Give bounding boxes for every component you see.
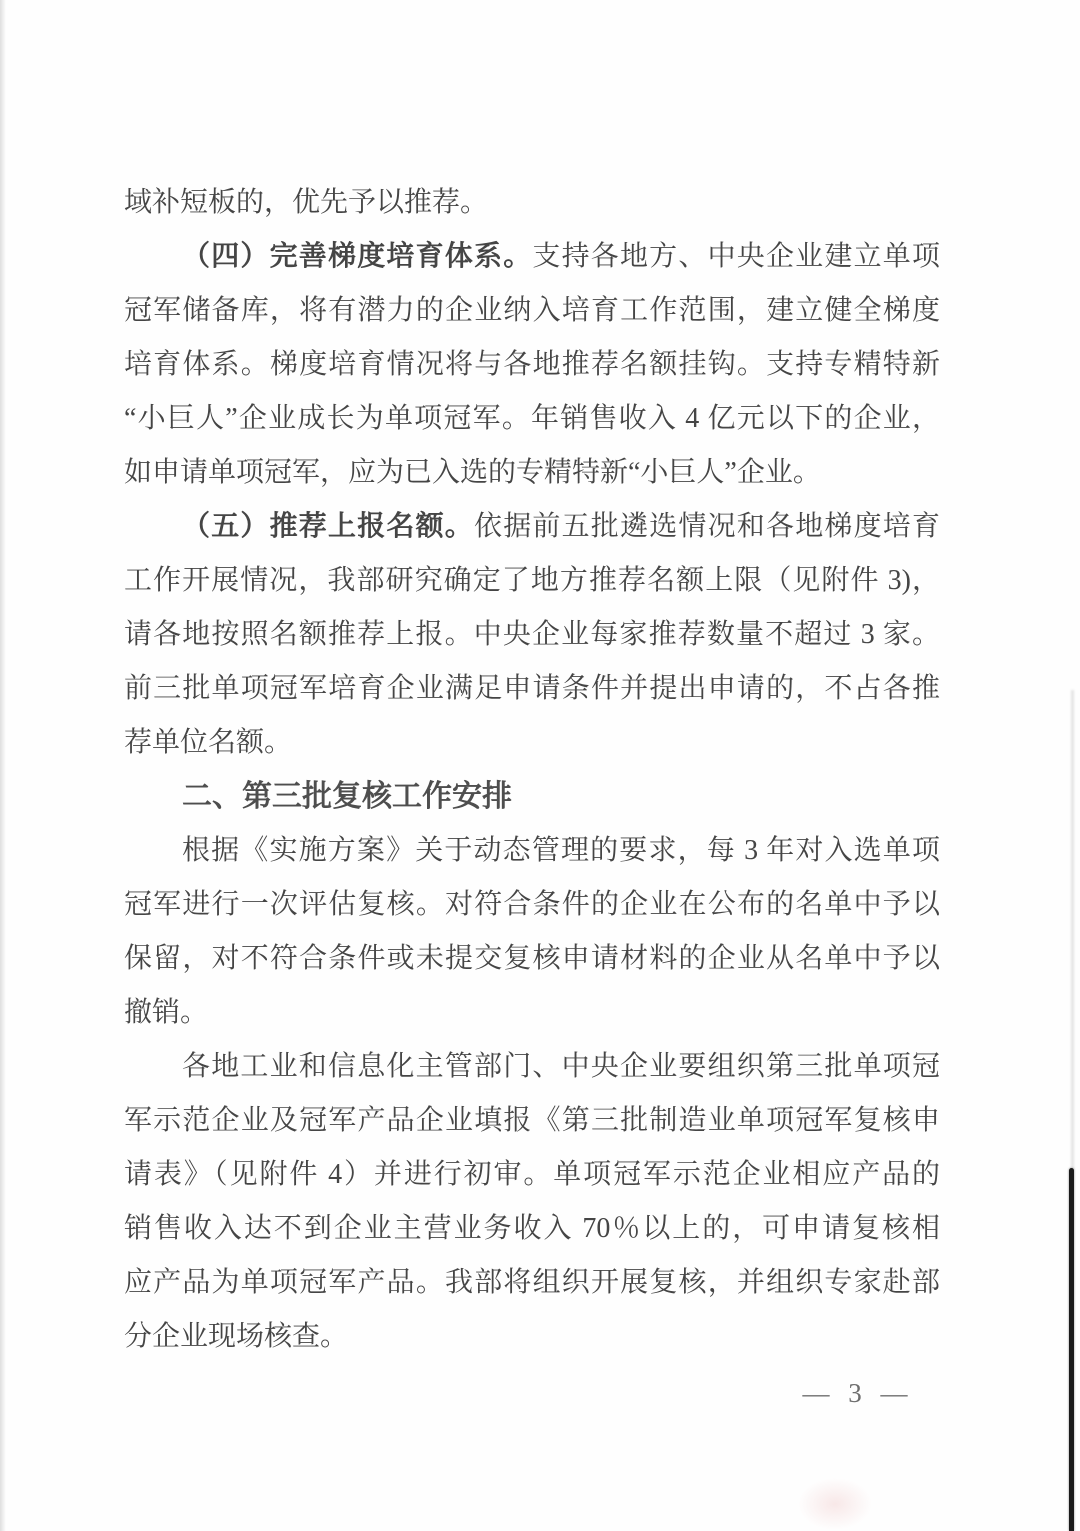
text-line: 工作开展情况，我部研究确定了地方推荐名额上限（见附件 3)，	[124, 565, 940, 596]
text-line: 如申请单项冠军，应为已入选的专精特新“小巨人”企业。	[124, 457, 821, 488]
text-line: 域补短板的，优先予以推荐。	[124, 187, 489, 218]
text-line: 根据《实施方案》关于动态管理的要求，每 3 年对入选单项	[182, 835, 940, 866]
text-line: 前三批单项冠军培育企业满足申请条件并提出申请的，不占各推	[124, 673, 940, 704]
section-heading: 二、第三批复核工作安排	[182, 780, 512, 813]
text-line: “小巨人”企业成长为单项冠军。年销售收入 4 亿元以下的企业，	[124, 403, 940, 434]
scan-edge-line-right	[1069, 1168, 1074, 1531]
page-number: — 3 —	[802, 1378, 908, 1408]
text-line: 销售收入达不到企业主营业务收入 70％以上的，可申请复核相	[124, 1213, 940, 1244]
line-text: 支持各地方、中央企业建立单项	[532, 241, 940, 272]
text-line: 请表》（见附件 4）并进行初审。单项冠军示范企业相应产品的	[124, 1159, 940, 1190]
line-text: 依据前五批遴选情况和各地梯度培育	[474, 511, 940, 542]
scan-edge-shadow-left	[0, 0, 6, 1531]
text-line: 荐单位名额。	[124, 727, 293, 758]
text-line: 军示范企业及冠军产品企业填报《第三批制造业单项冠军复核申	[124, 1105, 940, 1136]
text-line	[124, 500, 940, 554]
paragraph-lead: （五）推荐上报名额。	[182, 511, 474, 542]
scan-smudge	[798, 1478, 872, 1530]
text-line	[124, 230, 940, 284]
document-body	[124, 176, 940, 1364]
text-line: 请各地按照名额推荐上报。中央企业每家推荐数量不超过 3 家。	[124, 619, 940, 650]
text-line: 冠军进行一次评估复核。对符合条件的企业在公布的名单中予以	[124, 889, 940, 920]
text-line: 各地工业和信息化主管部门、中央企业要组织第三批单项冠	[182, 1051, 940, 1082]
text-line: 应产品为单项冠军产品。我部将组织开展复核，并组织专家赴部	[124, 1267, 940, 1298]
text-line: 培育体系。梯度培育情况将与各地推荐名额挂钩。支持专精特新	[124, 349, 940, 380]
text-line: 冠军储备库，将有潜力的企业纳入培育工作范围，建立健全梯度	[124, 295, 940, 326]
text-line: 保留，对不符合条件或未提交复核申请材料的企业从名单中予以	[124, 943, 940, 974]
paragraph-lead: （四）完善梯度培育体系。	[182, 241, 533, 272]
text-line: 分企业现场核查。	[124, 1321, 349, 1352]
scan-edge-smudge-right	[1071, 690, 1074, 1170]
text-line: 撤销。	[124, 997, 209, 1028]
